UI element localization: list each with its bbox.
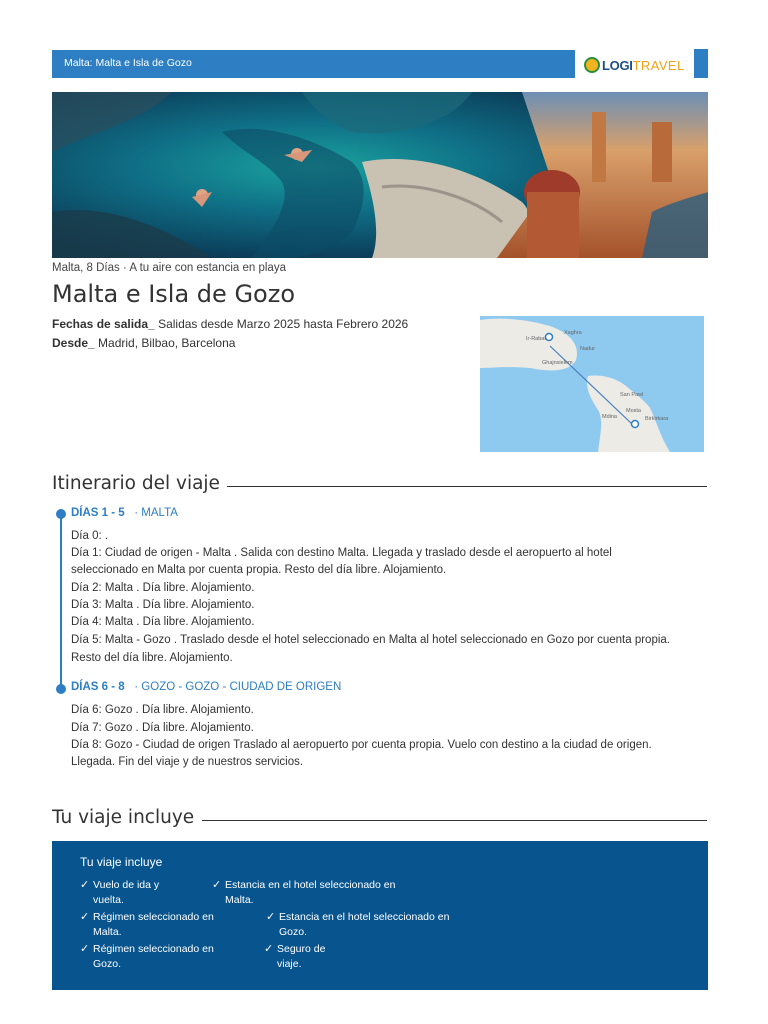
hero-image [52, 92, 708, 258]
map-label: Ghajnsielem [542, 360, 573, 366]
day-group-header [71, 507, 178, 519]
header-title: Malta: Malta e Isla de Gozo [64, 57, 192, 69]
map-label: Mosta [626, 408, 641, 414]
include-text: viaje. [277, 958, 302, 970]
timeline-dot [56, 509, 66, 519]
map-label: Birkirkara [645, 416, 669, 422]
include-text: Seguro de [277, 943, 326, 955]
include-text: Malta. [225, 894, 254, 906]
day-description: Día 3: Malta . Día libre. Alojamiento. [71, 599, 255, 611]
departure-dates-label: Fechas de salida_ [52, 317, 155, 331]
includes-heading: Tu viaje incluye [52, 807, 195, 828]
map-label: Ir-Rabat [526, 336, 546, 342]
include-text: Régimen seleccionado en [93, 911, 214, 923]
includes-box-title: Tu viaje incluye [80, 855, 163, 869]
day-range: DÍAS 1 - 5 [71, 507, 125, 519]
include-item [80, 910, 214, 940]
route-map[interactable] [480, 316, 704, 452]
include-item [80, 942, 214, 972]
day-group-header [71, 681, 341, 693]
includes-divider [202, 820, 707, 821]
departure-cities-value: Madrid, Bilbao, Barcelona [94, 336, 236, 350]
check-icon: ✓ [80, 943, 90, 955]
include-text: Vuelo de ida y [93, 879, 160, 891]
departure-cities-label: Desde_ [52, 336, 95, 350]
logo-text-logi: LOGI [602, 57, 633, 73]
day-description: Día 8: Gozo - Ciudad de origen Traslado al aeropuerto por cuenta propia. Vuelo con destino a la ciudad de origen. [71, 739, 652, 751]
day-description: Llegada. Fin del viaje y de nuestros servicios. [71, 756, 304, 768]
include-text: Malta. [93, 926, 122, 938]
day-description: Día 4: Malta . Día libre. Alojamiento. [71, 616, 255, 628]
itinerary-heading: Itinerario del viaje [52, 473, 220, 494]
map-label: Mdina [602, 414, 617, 420]
include-text: Gozo. [93, 958, 122, 970]
check-icon: ✓ [80, 879, 90, 891]
timeline-line [60, 514, 62, 688]
day-location: · GOZO - GOZO - CIUDAD DE ORIGEN [134, 681, 342, 693]
itinerary-divider [227, 486, 707, 487]
departure-cities [52, 336, 235, 350]
day-description: Resto del día libre. Alojamiento. [71, 652, 233, 664]
departure-dates-value: Salidas desde Marzo 2025 hasta Febrero 2026 [154, 317, 409, 331]
check-icon: ✓ [80, 911, 90, 923]
map-label: San Pawl [620, 392, 644, 398]
day-location: · MALTA [134, 507, 178, 519]
include-text: Gozo. [279, 926, 308, 938]
day-description: Día 0: . [71, 530, 109, 542]
logitravel-logo[interactable] [584, 54, 685, 76]
map-label: Nadur [580, 346, 595, 352]
map-label: Xagħra [564, 330, 582, 336]
day-range: DÍAS 6 - 8 [71, 681, 125, 693]
check-icon: ✓ [266, 911, 276, 923]
check-icon: ✓ [212, 879, 222, 891]
include-text: vuelta. [93, 894, 124, 906]
check-icon: ✓ [264, 943, 274, 955]
include-text: Régimen seleccionado en [93, 943, 214, 955]
day-description: Día 6: Gozo . Día libre. Alojamiento. [71, 704, 254, 716]
day-description: Día 5: Malta - Gozo . Traslado desde el hotel seleccionado en Malta al hotel seleccionado en Gozo por cuenta propia. [71, 634, 670, 646]
day-description: Día 7: Gozo . Día libre. Alojamiento. [71, 722, 254, 734]
include-item [212, 878, 395, 908]
include-text: Estancia en el hotel seleccionado en [225, 879, 396, 891]
day-description: seleccionado en Malta por cuenta propia. Resto del día libre. Alojamiento. [71, 564, 447, 576]
include-text: Estancia en el hotel seleccionado en [279, 911, 450, 923]
logo-text-travel: TRAVEL [632, 57, 685, 73]
day-description: Día 2: Malta . Día libre. Alojamiento. [71, 582, 255, 594]
page-title: Malta e Isla de Gozo [52, 280, 295, 308]
departure-dates [52, 317, 408, 331]
include-item [80, 878, 159, 908]
include-item [264, 942, 325, 972]
logo-badge-icon [584, 57, 600, 73]
day-description: Día 1: Ciudad de origen - Malta . Salida con destino Malta. Llegada y traslado desde el aeropuerto al hotel [71, 547, 612, 559]
trip-subtitle: Malta, 8 Días · A tu aire con estancia en playa [52, 262, 286, 274]
include-item [266, 910, 449, 940]
timeline-dot [56, 684, 66, 694]
header-accent [694, 49, 708, 78]
